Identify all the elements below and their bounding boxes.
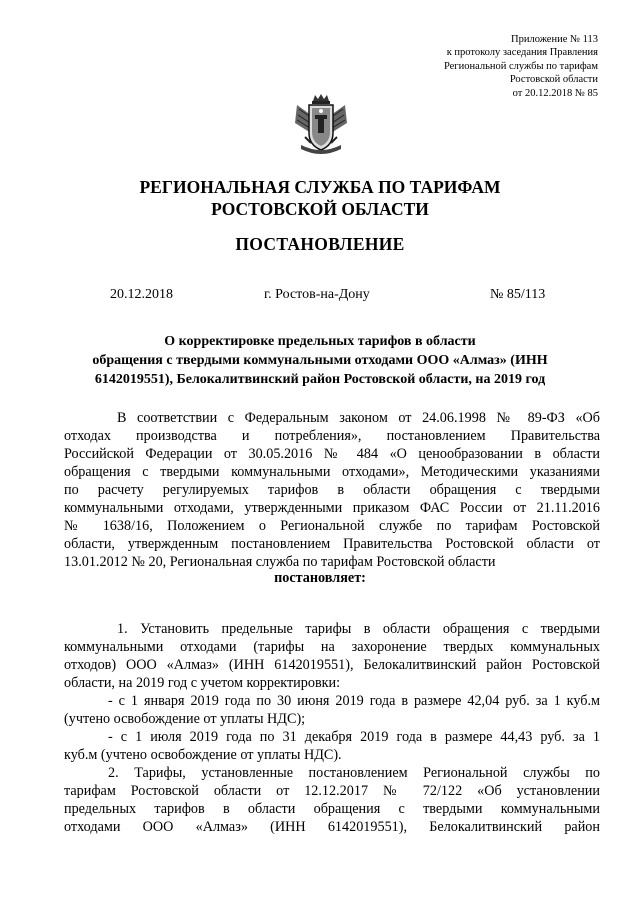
body-line: отходами ООО «Алмаз» (ИНН 6142019551), Белокалитвинский район [64,819,600,835]
appendix-line: от 20.12.2018 № 85 [512,87,598,99]
body-line: (учтено освобождение от уплаты НДС); [64,711,306,727]
body-line: тарифам Ростовской области от 12.12.2017 № 72/122 «Об установлении [64,783,600,799]
body-line: - с 1 июля 2019 года по 31 декабря 2019 года в размере 44,43 руб. за 1 [108,729,600,745]
organization-name-line: РОСТОВСКОЙ ОБЛАСТИ [211,199,429,219]
body-line: 1. Установить предельные тарифы в области обращения с твердыми [117,621,600,637]
preamble-line: Российской Федерации от 30.05.2016 № 484 «О ценообразовании в области [64,446,600,462]
organization-name-line: РЕГИОНАЛЬНАЯ СЛУЖБА ПО ТАРИФАМ [139,177,501,197]
appendix-line: Региональной службы по тарифам [443,60,598,72]
document-subject [60,332,580,389]
document-number: № 85/113 [490,287,546,302]
preamble-line: 13.01.2012 № 20, Региональная служба по тарифам Ростовской области [64,554,496,570]
body-line: отходов) ООО «Алмаз» (ИНН 6142019551), Белокалитвинский район Ростовской [64,657,600,673]
preamble-line: отходах производства и потребления», постановлением Правительства [64,428,600,444]
document-type: ПОСТАНОВЛЕНИЕ [235,234,405,254]
body-line: - с 1 января 2019 года по 30 июня 2019 года в размере 42,04 руб. за 1 куб.м [108,693,600,709]
subject-line: 6142019551), Белокалитвинский район Ростовской области, на 2019 год [94,372,546,387]
appendix-line: к протоколу заседания Правления [446,47,598,59]
preamble-line: обращения с твердыми коммунальными отходами», Методическими указаниями [64,464,600,480]
preamble-line: области, утвержденным постановлением Правительства Ростовской области от [64,536,600,552]
document-city: г. Ростов-на-Дону [264,287,370,302]
body-line: коммунальными отходами (тарифы на захоронение твердых коммунальных [64,639,600,655]
preamble-line: В соответствии с Федеральным законом от 24.06.1998 № 89-ФЗ «Об [117,410,600,426]
body-line: предельных тарифов в области обращения с твердыми коммунальными [64,801,600,817]
coat-of-arms-icon [291,93,351,159]
appendix-line: Ростовской области [509,74,598,86]
preamble-line: по расчету регулируемых тарифов в области обращения с твердыми [64,482,600,498]
subject-line: О корректировке предельных тарифов в области [164,334,476,349]
preamble-line: коммунальными отходами, утвержденными приказом ФАС России от 21.11.2016 [64,500,600,516]
body-line: области, на 2019 год с учетом корректировки: [64,675,341,691]
resolution-heading: постановляет: [274,570,366,586]
body-line: куб.м (учтено освобождение от уплаты НДС). [64,747,342,763]
preamble-line: № 1638/16, Положением о Региональной службе по тарифам Ростовской [64,518,600,534]
appendix-line: Приложение № 113 [511,34,598,45]
subject-line: обращения с твердыми коммунальными отходами ООО «Алмаз» (ИНН [92,353,548,368]
document-date: 20.12.2018 [110,287,173,302]
organization-name [0,176,640,220]
appendix-note [378,33,598,100]
body-line: 2. Тарифы, установленные постановлением Региональной службы по [108,765,600,781]
